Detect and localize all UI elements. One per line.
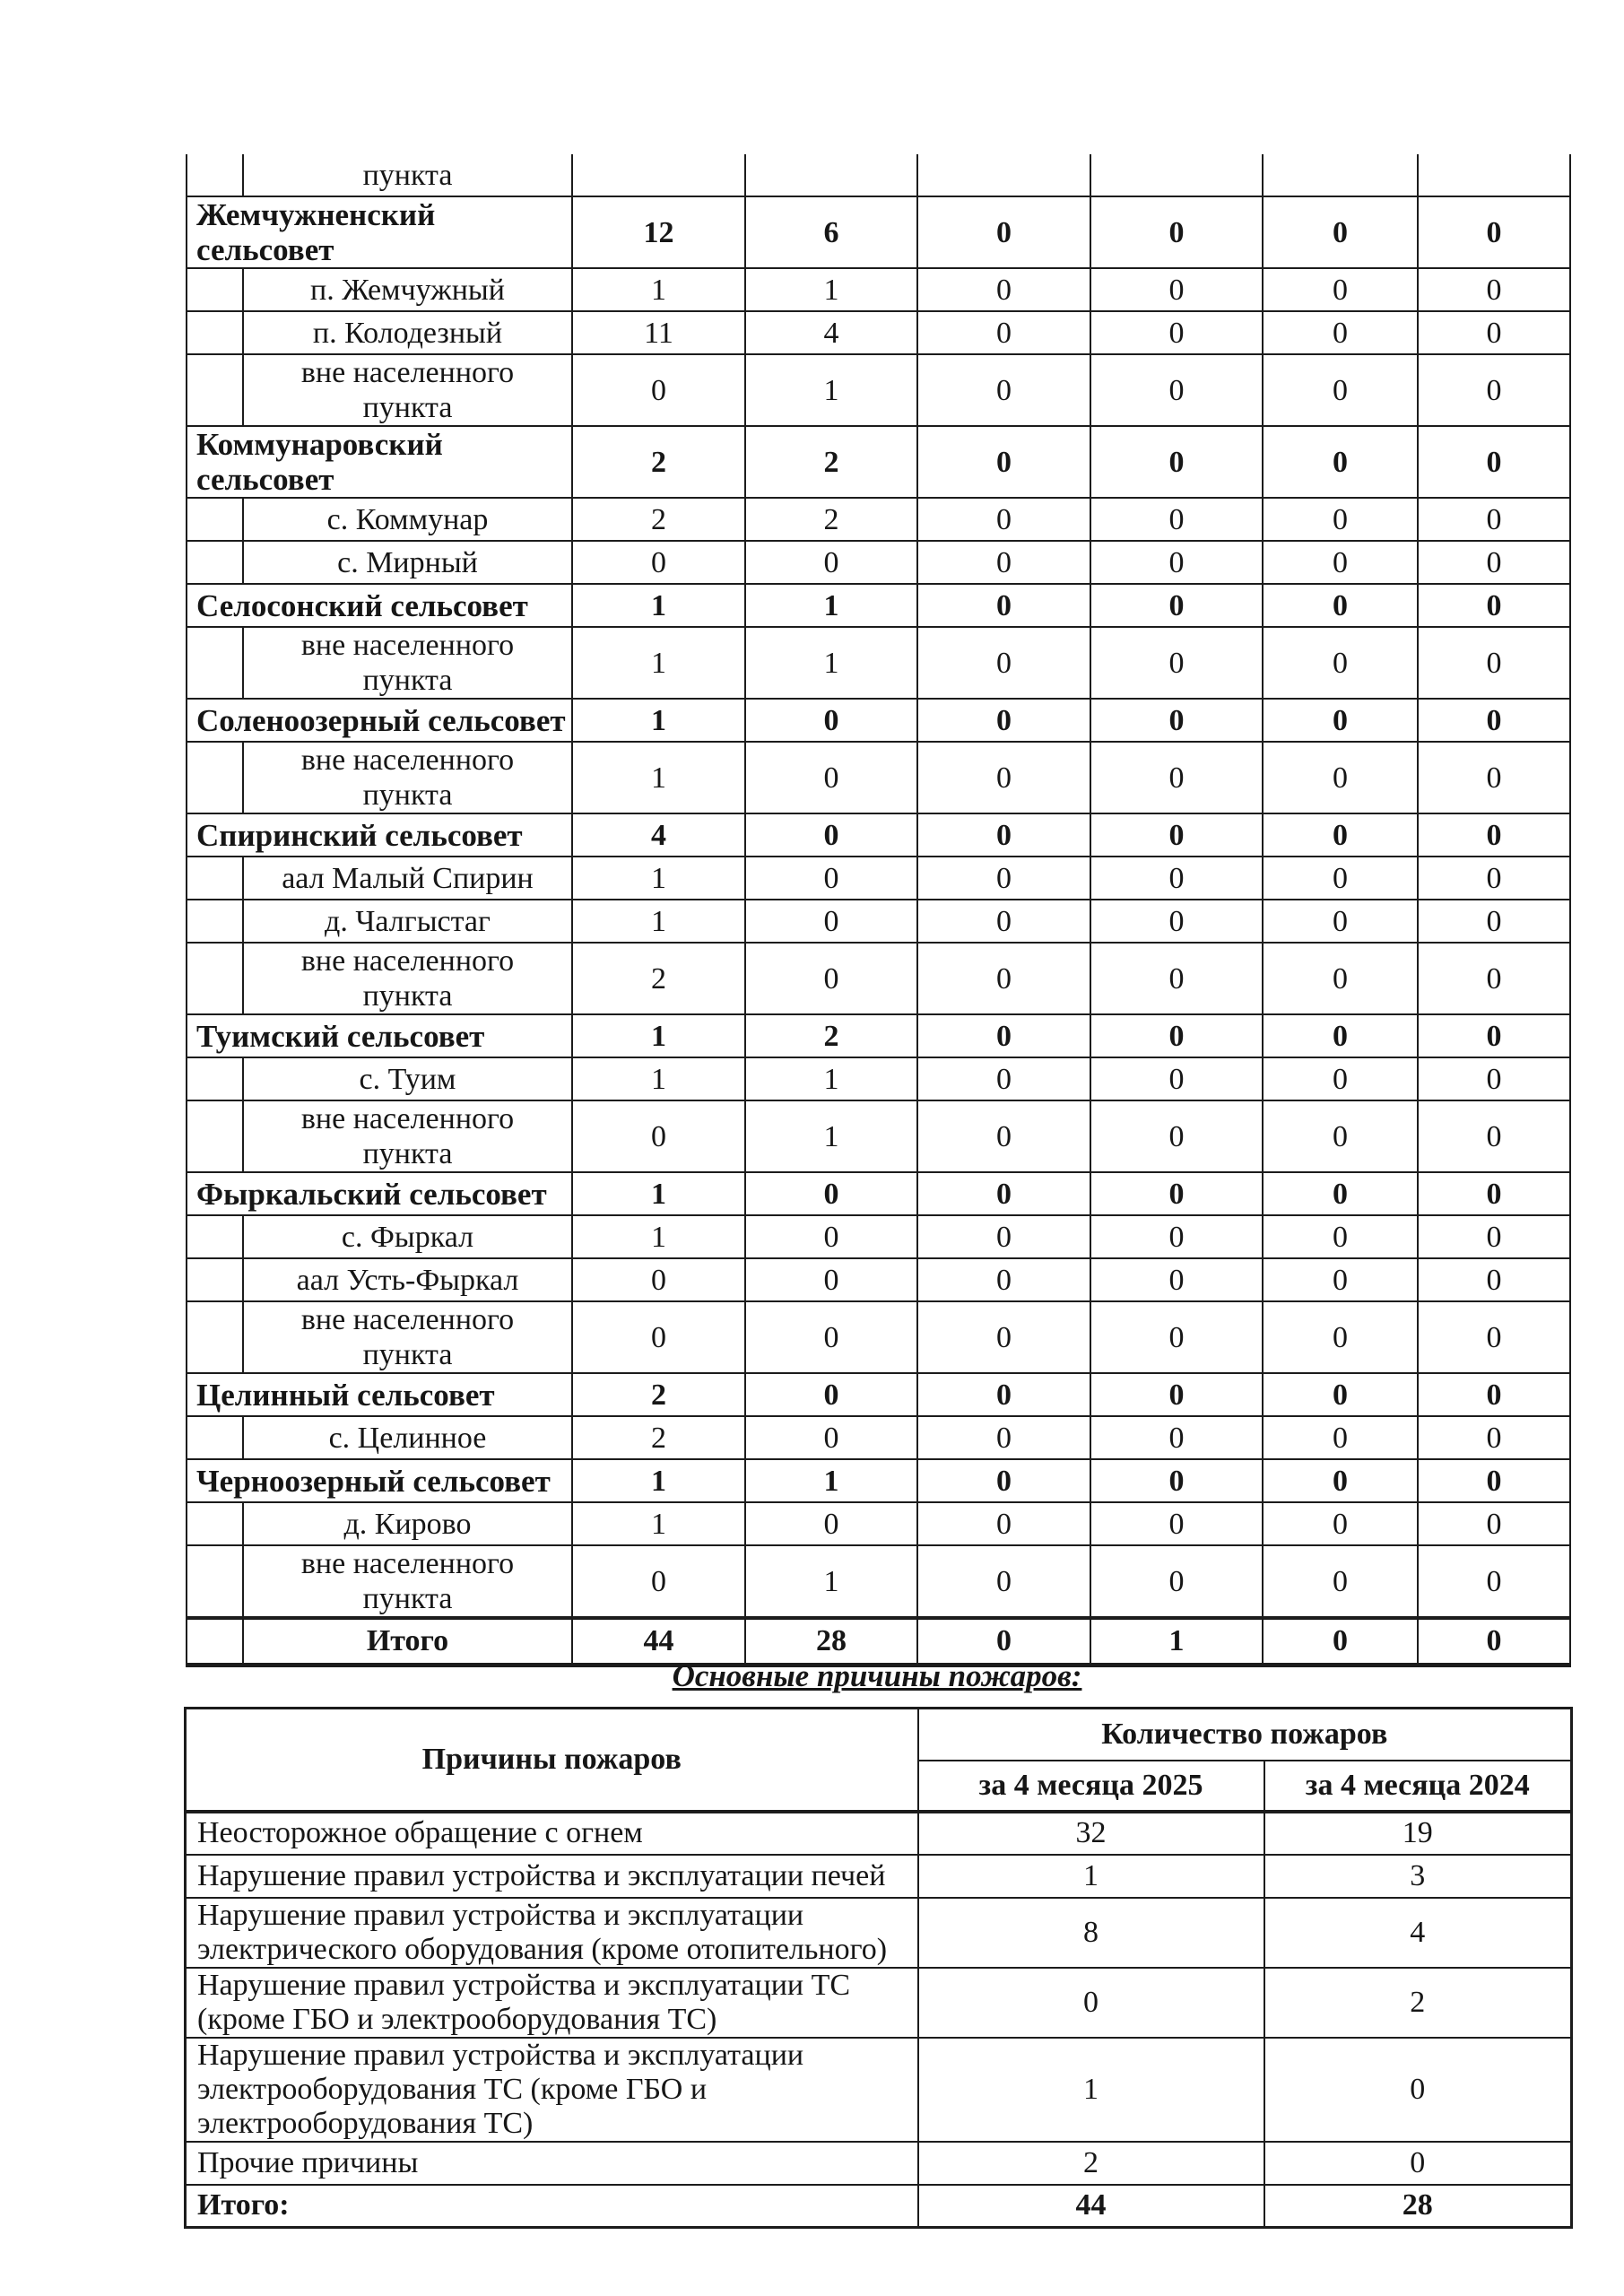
settlement-name-cell: п. Колодезный — [243, 311, 572, 354]
gutter-cell — [187, 354, 243, 426]
value-cell: 0 — [1418, 943, 1570, 1014]
gutter-cell — [187, 627, 243, 699]
value-cell: 0 — [1418, 1618, 1570, 1665]
sovet-name-cell: Целинный сельсовет — [187, 1373, 572, 1416]
value-cell: 0 — [1263, 1258, 1418, 1301]
value-cell: 0 — [745, 857, 917, 900]
value-cell — [1263, 154, 1418, 196]
sovet-name-cell: Черноозерный сельсовет — [187, 1459, 572, 1502]
value-cell: 4 — [572, 813, 745, 857]
cause-row — [186, 1812, 1572, 1855]
value-cell: 0 — [1418, 1459, 1570, 1502]
value-cell: 0 — [1418, 1373, 1570, 1416]
settlement-row — [187, 627, 1570, 699]
value-cell: 0 — [1263, 1545, 1418, 1618]
value-cell: 0 — [1263, 1014, 1418, 1057]
value-cell: 0 — [1418, 1301, 1570, 1373]
count-2024-cell: 19 — [1264, 1812, 1572, 1855]
value-cell: 0 — [572, 1100, 745, 1172]
value-cell: 0 — [1263, 1502, 1418, 1545]
value-cell: 1 — [572, 742, 745, 813]
value-cell: 0 — [1263, 1459, 1418, 1502]
value-cell: 1 — [745, 627, 917, 699]
settlement-name-cell: с. Фыркал — [243, 1215, 572, 1258]
settlement-name-cell: вне населенного пункта — [243, 742, 572, 813]
cause-row — [186, 2038, 1572, 2142]
settlement-row — [187, 1057, 1570, 1100]
causes-group-header-row — [186, 1709, 1572, 1761]
value-cell: 0 — [1418, 1258, 1570, 1301]
sovet-row — [187, 1172, 1570, 1215]
value-cell: 0 — [1418, 268, 1570, 311]
value-cell — [1418, 154, 1570, 196]
sovet-name-cell: Коммунаровский сельсовет — [187, 426, 572, 498]
settlement-row — [187, 1100, 1570, 1172]
value-cell: 1 — [745, 1459, 917, 1502]
period-2025-header: за 4 месяца 2025 — [918, 1761, 1264, 1812]
value-cell: 0 — [572, 541, 745, 584]
value-cell: 0 — [1090, 196, 1263, 268]
sovet-name-cell: Жемчужненский сельсовет — [187, 196, 572, 268]
value-cell: 1 — [572, 268, 745, 311]
value-cell: 0 — [1090, 268, 1263, 311]
fire-count-group-header: Количество пожаров — [918, 1709, 1572, 1761]
value-cell: 0 — [1263, 1172, 1418, 1215]
settlement-name-cell: с. Туим — [243, 1057, 572, 1100]
value-cell: 0 — [1418, 541, 1570, 584]
value-cell: 1 — [745, 1057, 917, 1100]
count-2025-cell: 8 — [918, 1898, 1264, 1968]
value-cell: 0 — [1418, 498, 1570, 541]
settlement-row — [187, 1502, 1570, 1545]
settlement-row — [187, 1215, 1570, 1258]
cause-label-cell: Прочие причины — [186, 2142, 918, 2185]
value-cell: 0 — [917, 1301, 1090, 1373]
value-cell: 0 — [1263, 742, 1418, 813]
value-cell: 0 — [1418, 1502, 1570, 1545]
gutter-cell — [187, 1100, 243, 1172]
settlement-name-cell: вне населенного пункта — [243, 354, 572, 426]
value-cell: 0 — [917, 1172, 1090, 1215]
value-cell: 0 — [1263, 699, 1418, 742]
continuation-row — [187, 154, 1570, 196]
settlement-row — [187, 742, 1570, 813]
sovet-row — [187, 1014, 1570, 1057]
count-2024-cell: 0 — [1264, 2038, 1572, 2142]
value-cell: 0 — [1418, 627, 1570, 699]
sovet-name-cell: Спиринский сельсовет — [187, 813, 572, 857]
value-cell: 1 — [572, 627, 745, 699]
value-cell: 0 — [1418, 742, 1570, 813]
value-cell: 0 — [1090, 900, 1263, 943]
settlement-row — [187, 900, 1570, 943]
count-2024-cell: 2 — [1264, 1968, 1572, 2038]
value-cell: 0 — [1418, 1215, 1570, 1258]
value-cell: 0 — [1090, 1100, 1263, 1172]
value-cell: 0 — [1263, 426, 1418, 498]
settlement-name-cell: вне населенного пункта — [243, 627, 572, 699]
settlement-row — [187, 857, 1570, 900]
value-cell: 0 — [917, 857, 1090, 900]
count-2025-cell: 0 — [918, 1968, 1264, 2038]
value-cell: 2 — [745, 498, 917, 541]
value-cell: 0 — [1263, 1373, 1418, 1416]
settlement-name-cell: вне населенного пункта — [243, 1545, 572, 1618]
value-cell: 1 — [572, 1459, 745, 1502]
value-cell: 0 — [917, 1057, 1090, 1100]
value-cell: 0 — [1090, 1301, 1263, 1373]
value-cell: 0 — [745, 742, 917, 813]
count-2024-cell: 28 — [1264, 2185, 1572, 2228]
value-cell: 0 — [917, 541, 1090, 584]
settlement-name-cell: с. Коммунар — [243, 498, 572, 541]
value-cell: 0 — [1090, 1459, 1263, 1502]
value-cell: 0 — [917, 813, 1090, 857]
value-cell: 0 — [1263, 498, 1418, 541]
value-cell: 0 — [745, 1502, 917, 1545]
value-cell: 0 — [917, 1618, 1090, 1665]
value-cell: 1 — [1090, 1618, 1263, 1665]
value-cell — [745, 154, 917, 196]
value-cell: 0 — [1418, 1545, 1570, 1618]
value-cell: 0 — [917, 1100, 1090, 1172]
sovet-row — [187, 699, 1570, 742]
gutter-cell — [187, 1416, 243, 1459]
value-cell: 0 — [1263, 354, 1418, 426]
count-2024-cell: 4 — [1264, 1898, 1572, 1968]
value-cell: 28 — [745, 1618, 917, 1665]
value-cell: 1 — [572, 699, 745, 742]
settlement-row — [187, 1258, 1570, 1301]
value-cell: 6 — [745, 196, 917, 268]
value-cell: 0 — [1263, 1057, 1418, 1100]
sovet-row — [187, 813, 1570, 857]
fires-by-settlement-table — [186, 154, 1571, 1667]
settlement-row — [187, 1545, 1570, 1618]
value-cell: 0 — [917, 426, 1090, 498]
value-cell: 1 — [745, 1100, 917, 1172]
value-cell: 0 — [1263, 268, 1418, 311]
gutter-cell — [187, 154, 243, 196]
value-cell — [572, 154, 745, 196]
value-cell: 0 — [745, 1258, 917, 1301]
value-cell: 0 — [745, 943, 917, 1014]
value-cell: 0 — [745, 1373, 917, 1416]
sovet-row — [187, 196, 1570, 268]
value-cell — [1090, 154, 1263, 196]
value-cell: 1 — [572, 1014, 745, 1057]
cause-row — [186, 2142, 1572, 2185]
value-cell: 0 — [1418, 1172, 1570, 1215]
gutter-cell — [187, 943, 243, 1014]
value-cell: 0 — [917, 196, 1090, 268]
gutter-cell — [187, 268, 243, 311]
settlement-row — [187, 268, 1570, 311]
cause-row — [186, 1855, 1572, 1898]
settlement-name-cell: с. Мирный — [243, 541, 572, 584]
value-cell: 0 — [1090, 1014, 1263, 1057]
value-cell: 0 — [1263, 196, 1418, 268]
value-cell: 1 — [745, 1545, 917, 1618]
value-cell: 0 — [745, 541, 917, 584]
value-cell: 12 — [572, 196, 745, 268]
gutter-cell — [187, 1057, 243, 1100]
value-cell: 1 — [572, 584, 745, 627]
value-cell: 0 — [1263, 900, 1418, 943]
value-cell: 2 — [572, 943, 745, 1014]
sovet-name-cell: Туимский сельсовет — [187, 1014, 572, 1057]
value-cell: 0 — [1418, 196, 1570, 268]
value-cell: 0 — [1418, 354, 1570, 426]
value-cell: 0 — [1090, 857, 1263, 900]
value-cell: 1 — [745, 268, 917, 311]
fires-by-settlement-body — [187, 154, 1570, 1665]
value-cell: 0 — [917, 627, 1090, 699]
settlement-row — [187, 1416, 1570, 1459]
value-cell: 0 — [1263, 857, 1418, 900]
cause-label-cell: Нарушение правил устройства и эксплуатации печей — [186, 1855, 918, 1898]
value-cell: 0 — [1090, 426, 1263, 498]
sovet-row — [187, 584, 1570, 627]
gutter-cell — [187, 311, 243, 354]
gutter-cell — [187, 742, 243, 813]
count-2025-cell: 2 — [918, 2142, 1264, 2185]
value-cell: 0 — [917, 943, 1090, 1014]
gutter-cell — [187, 1215, 243, 1258]
value-cell: 0 — [1090, 813, 1263, 857]
sovet-name-cell: Фыркальский сельсовет — [187, 1172, 572, 1215]
settlement-name-cell: Итого — [243, 1618, 572, 1665]
cause-label-cell: Нарушение правил устройства и эксплуатации электрооборудования ТС (кроме ГБО и электрооборудования ТС) — [186, 2038, 918, 2142]
value-cell: 0 — [917, 1258, 1090, 1301]
value-cell: 0 — [1418, 311, 1570, 354]
value-cell: 0 — [1418, 1057, 1570, 1100]
value-cell: 0 — [917, 1459, 1090, 1502]
value-cell: 0 — [917, 900, 1090, 943]
value-cell: 0 — [1418, 1416, 1570, 1459]
value-cell: 0 — [1090, 354, 1263, 426]
value-cell: 1 — [745, 354, 917, 426]
count-2025-cell: 1 — [918, 2038, 1264, 2142]
settlement-name-cell: вне населенного пункта — [243, 1100, 572, 1172]
value-cell: 2 — [745, 1014, 917, 1057]
gutter-cell — [187, 498, 243, 541]
value-cell: 0 — [745, 813, 917, 857]
value-cell: 0 — [745, 1172, 917, 1215]
value-cell: 0 — [1090, 742, 1263, 813]
value-cell: 0 — [1090, 541, 1263, 584]
value-cell: 1 — [572, 1502, 745, 1545]
value-cell: 0 — [917, 742, 1090, 813]
fire-causes-body — [186, 1812, 1572, 2228]
value-cell — [917, 154, 1090, 196]
value-cell: 0 — [917, 498, 1090, 541]
value-cell: 0 — [1090, 1502, 1263, 1545]
value-cell: 0 — [1263, 1100, 1418, 1172]
settlement-row — [187, 311, 1570, 354]
settlement-name-cell: с. Целинное — [243, 1416, 572, 1459]
value-cell: 1 — [572, 1057, 745, 1100]
value-cell: 1 — [572, 900, 745, 943]
value-cell: 2 — [572, 1416, 745, 1459]
settlement-name-cell: вне населенного пункта — [243, 1301, 572, 1373]
value-cell: 0 — [1263, 584, 1418, 627]
value-cell: 0 — [917, 354, 1090, 426]
value-cell: 0 — [1418, 813, 1570, 857]
value-cell: 0 — [1090, 311, 1263, 354]
cause-label-cell: Итого: — [186, 2185, 918, 2228]
value-cell: 2 — [572, 498, 745, 541]
value-cell: 0 — [572, 354, 745, 426]
value-cell: 0 — [1090, 943, 1263, 1014]
settlement-row — [187, 1301, 1570, 1373]
value-cell: 0 — [1263, 1301, 1418, 1373]
count-2025-cell: 44 — [918, 2185, 1264, 2228]
value-cell: 0 — [917, 1014, 1090, 1057]
gutter-cell — [187, 1258, 243, 1301]
sovet-name-cell: Селосонский сельсовет — [187, 584, 572, 627]
sovet-row — [187, 426, 1570, 498]
value-cell: 0 — [1418, 1014, 1570, 1057]
value-cell: 0 — [1090, 699, 1263, 742]
settlement-row — [187, 498, 1570, 541]
value-cell: 2 — [572, 426, 745, 498]
value-cell: 0 — [917, 1416, 1090, 1459]
causes-total-row — [186, 2185, 1572, 2228]
value-cell: 0 — [1263, 627, 1418, 699]
value-cell: 0 — [1090, 1258, 1263, 1301]
gutter-cell — [187, 1301, 243, 1373]
period-2024-header: за 4 месяца 2024 — [1264, 1761, 1572, 1812]
value-cell: 0 — [917, 1502, 1090, 1545]
value-cell: 0 — [1263, 813, 1418, 857]
settlement-name-cell: д. Кирово — [243, 1502, 572, 1545]
cause-row — [186, 1898, 1572, 1968]
sovet-row — [187, 1459, 1570, 1502]
value-cell: 0 — [1418, 1100, 1570, 1172]
value-cell: 0 — [745, 900, 917, 943]
value-cell: 0 — [1418, 584, 1570, 627]
value-cell: 0 — [1090, 1373, 1263, 1416]
count-2025-cell: 32 — [918, 1812, 1264, 1855]
settlement-name-cell: вне населенного пункта — [243, 943, 572, 1014]
settlement-name-cell: п. Жемчужный — [243, 268, 572, 311]
value-cell: 0 — [1263, 1618, 1418, 1665]
gutter-cell — [187, 541, 243, 584]
settlement-name-cell: аал Малый Спирин — [243, 857, 572, 900]
settlement-row — [187, 541, 1570, 584]
value-cell: 0 — [1090, 584, 1263, 627]
fire-causes-header — [186, 1709, 1572, 1812]
value-cell: 0 — [917, 584, 1090, 627]
value-cell: 0 — [1090, 1057, 1263, 1100]
sovet-name-cell: Соленоозерный сельсовет — [187, 699, 572, 742]
value-cell: 0 — [1263, 943, 1418, 1014]
cause-label-cell: Нарушение правил устройства и эксплуатации ТС (кроме ГБО и электрооборудования ТС) — [186, 1968, 918, 2038]
gutter-cell — [187, 1545, 243, 1618]
settlement-row — [187, 354, 1570, 426]
count-2025-cell: 1 — [918, 1855, 1264, 1898]
value-cell: 0 — [745, 699, 917, 742]
value-cell: 0 — [917, 1215, 1090, 1258]
count-2024-cell: 0 — [1264, 2142, 1572, 2185]
value-cell: 0 — [572, 1258, 745, 1301]
value-cell: 0 — [1090, 1545, 1263, 1618]
value-cell: 1 — [572, 1172, 745, 1215]
value-cell: 0 — [1418, 699, 1570, 742]
value-cell: 11 — [572, 311, 745, 354]
value-cell: 0 — [1263, 311, 1418, 354]
value-cell: 0 — [1418, 900, 1570, 943]
value-cell: 0 — [917, 1373, 1090, 1416]
cause-label-cell: Нарушение правил устройства и эксплуатации электрического оборудования (кроме отопительного) — [186, 1898, 918, 1968]
gutter-cell — [187, 1502, 243, 1545]
value-cell: 0 — [1090, 1416, 1263, 1459]
value-cell: 2 — [745, 426, 917, 498]
value-cell: 1 — [745, 584, 917, 627]
value-cell: 0 — [917, 1545, 1090, 1618]
gutter-cell — [187, 857, 243, 900]
gutter-cell — [187, 900, 243, 943]
settlement-name-cell: аал Усть-Фыркал — [243, 1258, 572, 1301]
settlement-name-cell: д. Чалгыстаг — [243, 900, 572, 943]
value-cell: 0 — [917, 699, 1090, 742]
value-cell: 0 — [745, 1416, 917, 1459]
value-cell: 0 — [745, 1215, 917, 1258]
value-cell: 2 — [572, 1373, 745, 1416]
value-cell: 0 — [1418, 857, 1570, 900]
cause-label-cell: Неосторожное обращение с огнем — [186, 1812, 918, 1855]
value-cell: 0 — [1090, 1172, 1263, 1215]
value-cell: 0 — [1418, 426, 1570, 498]
value-cell: 0 — [1090, 627, 1263, 699]
value-cell: 1 — [572, 857, 745, 900]
value-cell: 44 — [572, 1618, 745, 1665]
value-cell: 0 — [1263, 1215, 1418, 1258]
value-cell: 0 — [1090, 1215, 1263, 1258]
fire-causes-table — [184, 1707, 1573, 2229]
value-cell: 0 — [1263, 1416, 1418, 1459]
value-cell: 0 — [745, 1301, 917, 1373]
settlement-name-cell: пункта — [243, 154, 572, 196]
value-cell: 0 — [917, 311, 1090, 354]
value-cell: 0 — [572, 1301, 745, 1373]
causes-section-title: Основные причины пожаров: — [672, 1658, 1082, 1693]
value-cell: 1 — [572, 1215, 745, 1258]
value-cell: 4 — [745, 311, 917, 354]
value-cell: 0 — [572, 1545, 745, 1618]
cause-row — [186, 1968, 1572, 2038]
value-cell: 0 — [1090, 498, 1263, 541]
causes-column-header: Причины пожаров — [186, 1709, 918, 1812]
count-2024-cell: 3 — [1264, 1855, 1572, 1898]
value-cell: 0 — [917, 268, 1090, 311]
value-cell: 0 — [1263, 541, 1418, 584]
settlement-row — [187, 943, 1570, 1014]
sovet-row — [187, 1373, 1570, 1416]
